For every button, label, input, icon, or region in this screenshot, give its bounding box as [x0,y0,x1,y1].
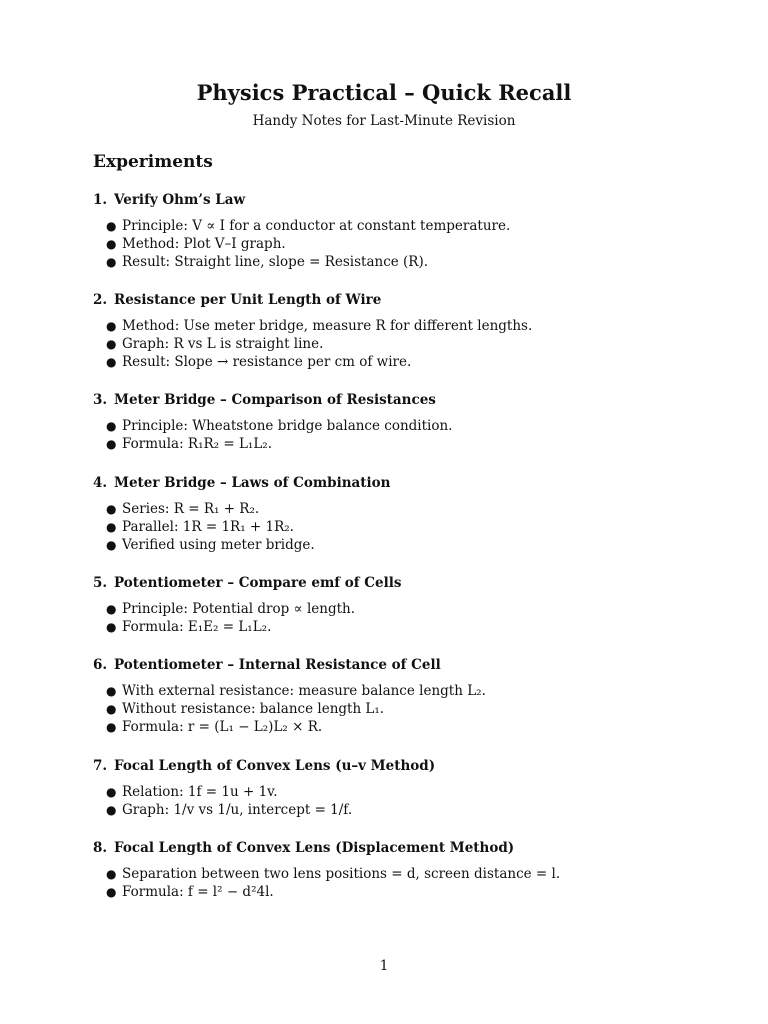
point-text: Graph: 1/v vs 1/u, intercept = 1/f. [122,802,353,818]
page-title: Physics Practical – Quick Recall [196,80,572,105]
list-item [93,500,713,518]
experiment-title-text: Resistance per Unit Length of Wire [114,292,382,308]
list-item [93,700,713,718]
bullet-icon: ● [106,219,117,233]
bullet-icon: ● [106,620,117,634]
list-item [93,235,713,253]
experiment-number: 7. [93,758,108,774]
experiment-number: 6. [93,657,108,673]
experiment-title-text: Potentiometer – Internal Resistance of Cell [114,657,441,673]
experiment-number: 8. [93,840,108,856]
bullet-icon: ● [106,502,117,516]
section-heading-experiments: Experiments [93,152,213,172]
point-text: Relation: 1f = 1u + 1v. [122,784,278,800]
experiment-title [93,655,713,675]
experiment-6 [93,655,713,736]
bullet-icon: ● [106,684,117,698]
experiment-title [93,573,713,593]
experiment-title-text: Meter Bridge – Comparison of Resistances [114,392,436,408]
experiment-number: 1. [93,192,108,208]
list-item [93,865,713,883]
experiment-1 [93,190,713,271]
list-item [93,317,713,335]
point-text: Principle: V ∝ I for a conductor at constant temperature. [122,218,511,234]
experiment-8 [93,838,713,901]
point-text: Principle: Wheatstone bridge balance condition. [122,418,453,434]
bullet-icon: ● [106,337,117,351]
list-item [93,883,713,901]
experiment-points [93,682,713,736]
point-text: Verified using meter bridge. [122,537,315,553]
bullet-icon: ● [106,255,117,269]
page-number: 1 [379,958,389,974]
list-item [93,801,713,819]
experiment-title-text: Potentiometer – Compare emf of Cells [114,575,402,591]
experiment-number: 5. [93,575,108,591]
experiment-title [93,838,713,858]
experiment-2 [93,290,713,371]
experiment-title-text: Focal Length of Convex Lens (u–v Method) [114,758,436,774]
point-text: Principle: Potential drop ∝ length. [122,601,356,617]
point-text: Formula: f = l² − d²4l. [122,884,274,900]
experiment-title [93,290,713,310]
point-text: Method: Plot V–I graph. [122,236,286,252]
experiment-7 [93,756,713,819]
experiment-points [93,500,713,554]
bullet-icon: ● [106,803,117,817]
experiment-title [93,190,713,210]
bullet-icon: ● [106,419,117,433]
experiment-title [93,756,713,776]
bullet-icon: ● [106,437,117,451]
experiment-number: 3. [93,392,108,408]
point-text: Separation between two lens positions = d, screen distance = l. [122,866,561,882]
experiment-title-text: Focal Length of Convex Lens (Displacement Method) [114,840,515,856]
list-item [93,335,713,353]
experiment-title-text: Verify Ohm’s Law [114,192,246,208]
experiment-3 [93,390,713,453]
list-item [93,435,713,453]
experiment-points [93,317,713,371]
list-item [93,682,713,700]
point-text: Graph: R vs L is straight line. [122,336,324,352]
experiment-number: 4. [93,475,108,491]
list-item [93,353,713,371]
bullet-icon: ● [106,520,117,534]
list-item [93,417,713,435]
bullet-icon: ● [106,785,117,799]
list-item [93,783,713,801]
experiment-points [93,417,713,453]
bullet-icon: ● [106,867,117,881]
point-text: Method: Use meter bridge, measure R for different lengths. [122,318,533,334]
page-subtitle: Handy Notes for Last-Minute Revision [252,113,516,129]
experiment-points [93,600,713,636]
list-item [93,536,713,554]
point-text: Formula: r = (L₁ − L₂)L₂ × R. [122,719,323,735]
experiment-points [93,217,713,271]
list-item [93,217,713,235]
bullet-icon: ● [106,602,117,616]
experiment-points [93,865,713,901]
bullet-icon: ● [106,720,117,734]
experiment-5 [93,573,713,636]
bullet-icon: ● [106,538,117,552]
bullet-icon: ● [106,885,117,899]
experiment-points [93,783,713,819]
list-item [93,253,713,271]
list-item [93,600,713,618]
point-text: Formula: E₁E₂ = L₁L₂. [122,619,272,635]
experiment-title [93,473,713,493]
experiment-title-text: Meter Bridge – Laws of Combination [114,475,391,491]
point-text: Without resistance: balance length L₁. [122,701,385,717]
list-item [93,518,713,536]
experiment-4 [93,473,713,554]
list-item [93,718,713,736]
bullet-icon: ● [106,702,117,716]
experiment-number: 2. [93,292,108,308]
list-item [93,618,713,636]
point-text: Result: Straight line, slope = Resistance (R). [122,254,429,270]
bullet-icon: ● [106,237,117,251]
point-text: Formula: R₁R₂ = L₁L₂. [122,436,273,452]
point-text: Series: R = R₁ + R₂. [122,501,260,517]
experiment-title [93,390,713,410]
bullet-icon: ● [106,355,117,369]
point-text: With external resistance: measure balance length L₂. [122,683,486,699]
bullet-icon: ● [106,319,117,333]
point-text: Result: Slope → resistance per cm of wire. [122,354,412,370]
point-text: Parallel: 1R = 1R₁ + 1R₂. [122,519,294,535]
